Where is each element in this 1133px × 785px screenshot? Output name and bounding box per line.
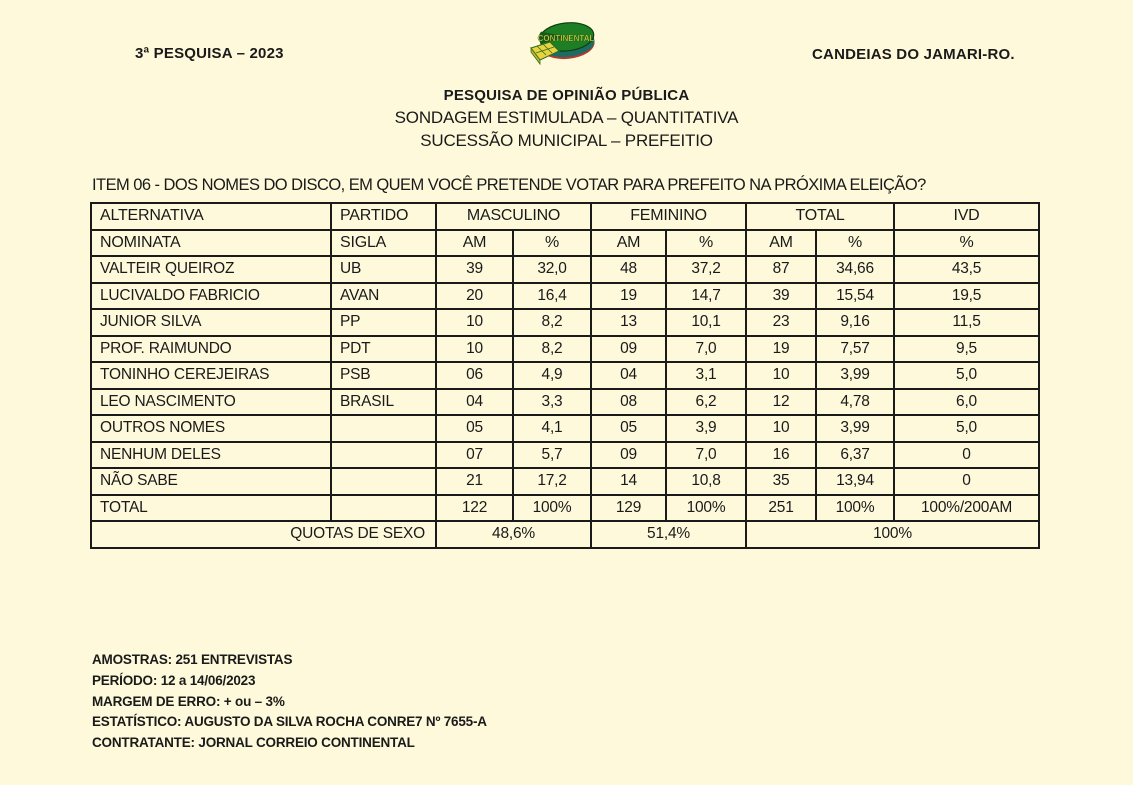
value-cell: 35 <box>746 468 816 495</box>
value-cell: 8,2 <box>513 309 591 336</box>
table-row <box>91 256 1039 283</box>
value-cell: 7,57 <box>816 336 894 363</box>
value-cell: 10 <box>746 415 816 442</box>
value-cell: 3,3 <box>513 389 591 416</box>
value-cell: 19 <box>591 283 666 310</box>
value-cell: 4,1 <box>513 415 591 442</box>
value-cell: 100% <box>666 495 746 522</box>
alternativa-cell: TONINHO CEREJEIRAS <box>91 362 331 389</box>
sub-header-total-pct: % <box>816 230 894 257</box>
col-header-alternativa: ALTERNATIVA <box>91 203 331 230</box>
value-cell: 6,0 <box>894 389 1039 416</box>
value-cell: 3,1 <box>666 362 746 389</box>
value-cell: 100% <box>513 495 591 522</box>
quotas-row <box>91 521 1039 548</box>
col-header-feminino: FEMININO <box>591 203 746 230</box>
sub-header-total-am: AM <box>746 230 816 257</box>
value-cell: 9,16 <box>816 309 894 336</box>
value-cell: 07 <box>436 442 513 469</box>
table-row <box>91 362 1039 389</box>
value-cell: 09 <box>591 336 666 363</box>
value-cell: 19,5 <box>894 283 1039 310</box>
sub-header-fem-pct: % <box>666 230 746 257</box>
quotas-label: QUOTAS DE SEXO <box>91 521 436 548</box>
table-row <box>91 415 1039 442</box>
sub-header-row <box>91 230 1039 257</box>
alternativa-cell: LEO NASCIMENTO <box>91 389 331 416</box>
value-cell: 15,54 <box>816 283 894 310</box>
value-cell: 43,5 <box>894 256 1039 283</box>
value-cell: 3,99 <box>816 415 894 442</box>
value-cell: 39 <box>436 256 513 283</box>
value-cell: 14 <box>591 468 666 495</box>
value-cell: 19 <box>746 336 816 363</box>
sub-header-nominata: NOMINATA <box>91 230 331 257</box>
col-header-total: TOTAL <box>746 203 894 230</box>
sub-header-fem-am: AM <box>591 230 666 257</box>
partido-cell <box>331 468 436 495</box>
value-cell: 5,0 <box>894 362 1039 389</box>
table-row <box>91 309 1039 336</box>
sub-header-sigla: SIGLA <box>331 230 436 257</box>
footer-amostras: AMOSTRAS: 251 ENTREVISTAS <box>92 652 293 667</box>
footer-contratante: CONTRATANTE: JORNAL CORREIO CONTINENTAL <box>92 735 415 751</box>
quotas-feminino: 51,4% <box>591 521 746 548</box>
col-header-masculino: MASCULINO <box>436 203 591 230</box>
value-cell: 5,0 <box>894 415 1039 442</box>
partido-cell: BRASIL <box>331 389 436 416</box>
value-cell: 48 <box>591 256 666 283</box>
value-cell: 4,78 <box>816 389 894 416</box>
quotas-masculino: 48,6% <box>436 521 591 548</box>
value-cell: 14,7 <box>666 283 746 310</box>
value-cell: 10 <box>436 309 513 336</box>
alternativa-cell: LUCIVALDO FABRICIO <box>91 283 331 310</box>
value-cell: 05 <box>436 415 513 442</box>
value-cell: 251 <box>746 495 816 522</box>
footer-margem-erro: MARGEM DE ERRO: + ou – 3% <box>92 693 285 709</box>
logo-text: CONTINENTAL <box>537 34 595 43</box>
value-cell: 13,94 <box>816 468 894 495</box>
alternativa-cell: VALTEIR QUEIROZ <box>91 256 331 283</box>
value-cell: 08 <box>591 389 666 416</box>
city-label: CANDEIAS DO JAMARI-RO. <box>812 46 1015 63</box>
table-row <box>91 468 1039 495</box>
sub-header-masc-pct: % <box>513 230 591 257</box>
footer-periodo: PERÍODO: 12 a 14/06/2023 <box>92 672 256 688</box>
table-body <box>91 256 1039 521</box>
value-cell: 16,4 <box>513 283 591 310</box>
value-cell: 100% <box>816 495 894 522</box>
value-cell: 87 <box>746 256 816 283</box>
value-cell: 100%/200AM <box>894 495 1039 522</box>
value-cell: 34,66 <box>816 256 894 283</box>
value-cell: 0 <box>894 468 1039 495</box>
value-cell: 7,0 <box>666 442 746 469</box>
alternativa-cell: JUNIOR SILVA <box>91 309 331 336</box>
value-cell: 04 <box>591 362 666 389</box>
footer-estatistico: ESTATÍSTICO: AUGUSTO DA SILVA ROCHA CONRE7 Nº 7655-A <box>92 714 487 730</box>
value-cell: 05 <box>591 415 666 442</box>
sub-header-masc-am: AM <box>436 230 513 257</box>
value-cell: 5,7 <box>513 442 591 469</box>
subtitle-subject: SUCESSÃO MUNICIPAL – PREFEITIO <box>420 131 713 150</box>
alternativa-cell: PROF. RAIMUNDO <box>91 336 331 363</box>
partido-cell <box>331 415 436 442</box>
survey-edition-label: 3ª PESQUISA – 2023 <box>135 45 284 62</box>
table-row <box>91 389 1039 416</box>
col-header-partido: PARTIDO <box>331 203 436 230</box>
title-block <box>0 87 1133 151</box>
value-cell: 11,5 <box>894 309 1039 336</box>
value-cell: 06 <box>436 362 513 389</box>
table-row <box>91 442 1039 469</box>
table-row <box>91 336 1039 363</box>
value-cell: 3,99 <box>816 362 894 389</box>
footer-notes <box>92 650 487 754</box>
alternativa-cell: NÃO SABE <box>91 468 331 495</box>
quotas-total-ivd: 100% <box>746 521 1039 548</box>
sub-header-ivd-pct: % <box>894 230 1039 257</box>
value-cell: 4,9 <box>513 362 591 389</box>
partido-cell <box>331 442 436 469</box>
value-cell: 13 <box>591 309 666 336</box>
value-cell: 39 <box>746 283 816 310</box>
value-cell: 10 <box>746 362 816 389</box>
table-row <box>91 495 1039 522</box>
subtitle-method: SONDAGEM ESTIMULADA – QUANTITATIVA <box>394 108 739 127</box>
value-cell: 3,9 <box>666 415 746 442</box>
partido-cell: PDT <box>331 336 436 363</box>
group-header-row <box>91 203 1039 230</box>
value-cell: 16 <box>746 442 816 469</box>
value-cell: 7,0 <box>666 336 746 363</box>
partido-cell: PSB <box>331 362 436 389</box>
partido-cell: PP <box>331 309 436 336</box>
value-cell: 32,0 <box>513 256 591 283</box>
col-header-ivd: IVD <box>894 203 1039 230</box>
alternativa-cell: NENHUM DELES <box>91 442 331 469</box>
value-cell: 6,37 <box>816 442 894 469</box>
value-cell: 23 <box>746 309 816 336</box>
value-cell: 20 <box>436 283 513 310</box>
value-cell: 10,8 <box>666 468 746 495</box>
partido-cell: AVAN <box>331 283 436 310</box>
page-title: PESQUISA DE OPINIÃO PÚBLICA <box>443 87 690 104</box>
value-cell: 04 <box>436 389 513 416</box>
value-cell: 09 <box>591 442 666 469</box>
value-cell: 8,2 <box>513 336 591 363</box>
value-cell: 10,1 <box>666 309 746 336</box>
alternativa-cell: TOTAL <box>91 495 331 522</box>
value-cell: 0 <box>894 442 1039 469</box>
value-cell: 12 <box>746 389 816 416</box>
value-cell: 6,2 <box>666 389 746 416</box>
partido-cell <box>331 495 436 522</box>
value-cell: 17,2 <box>513 468 591 495</box>
alternativa-cell: OUTROS NOMES <box>91 415 331 442</box>
value-cell: 9,5 <box>894 336 1039 363</box>
value-cell: 37,2 <box>666 256 746 283</box>
value-cell: 122 <box>436 495 513 522</box>
results-table <box>90 202 1040 549</box>
table-row <box>91 283 1039 310</box>
continental-logo-icon <box>528 15 600 69</box>
value-cell: 21 <box>436 468 513 495</box>
value-cell: 129 <box>591 495 666 522</box>
value-cell: 10 <box>436 336 513 363</box>
survey-question: ITEM 06 - DOS NOMES DO DISCO, EM QUEM VOCÊ PRETENDE VOTAR PARA PREFEITO NA PRÓXIMA ELEIÇÃO? <box>92 176 926 194</box>
partido-cell: UB <box>331 256 436 283</box>
